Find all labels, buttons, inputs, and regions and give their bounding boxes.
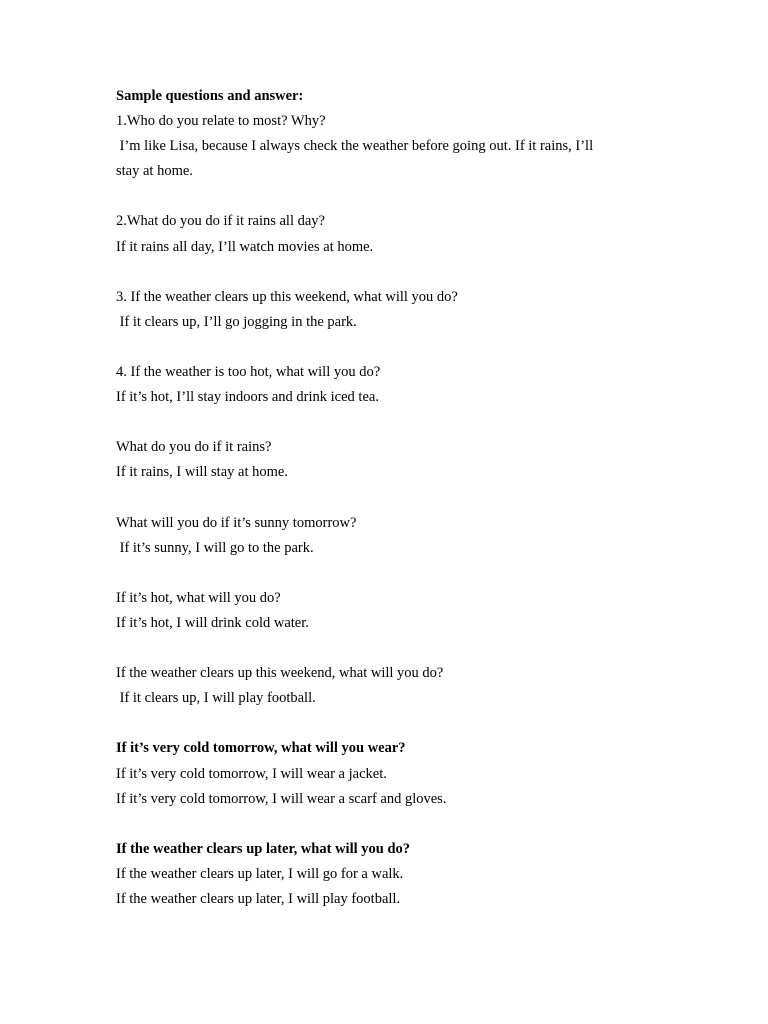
question-7: If it’s hot, what will you do? bbox=[116, 589, 281, 606]
answer-8: If it clears up, I will play football. bbox=[116, 690, 316, 707]
answer-2: If it rains all day, I’ll watch movies at home. bbox=[116, 238, 374, 255]
answer-9-line-1: If it’s very cold tomorrow, I will wear a jacket. bbox=[116, 765, 387, 782]
answer-7: If it’s hot, I will drink cold water. bbox=[116, 614, 309, 631]
answer-1-line-2: stay at home. bbox=[116, 163, 193, 180]
question-2: 2.What do you do if it rains all day? bbox=[116, 213, 325, 230]
answer-10-line-2: If the weather clears up later, I will play football. bbox=[116, 891, 401, 907]
answer-1-line-1: I’m like Lisa, because I always check the weather before going out. If it rains, I’ll bbox=[116, 138, 594, 155]
paragraph-spacer bbox=[116, 812, 676, 837]
paragraph-spacer bbox=[116, 184, 676, 209]
paragraph-spacer bbox=[116, 335, 676, 360]
paragraph-spacer bbox=[116, 410, 676, 435]
question-5: What do you do if it rains? bbox=[116, 439, 272, 456]
question-4: 4. If the weather is too hot, what will you do? bbox=[116, 364, 381, 381]
question-6: What will you do if it’s sunny tomorrow? bbox=[116, 514, 357, 531]
question-1: 1.Who do you relate to most? Why? bbox=[116, 113, 326, 130]
paragraph-spacer bbox=[116, 711, 676, 736]
question-3: 3. If the weather clears up this weekend, what will you do? bbox=[116, 288, 458, 305]
answer-4: If it’s hot, I’ll stay indoors and drink iced tea. bbox=[116, 389, 379, 406]
paragraph-spacer bbox=[116, 561, 676, 586]
paragraph-spacer bbox=[116, 636, 676, 661]
paragraph-spacer bbox=[116, 260, 676, 285]
document-page bbox=[116, 84, 676, 912]
answer-10-line-1: If the weather clears up later, I will go for a walk. bbox=[116, 865, 404, 882]
answer-6: If it’s sunny, I will go to the park. bbox=[116, 539, 314, 556]
paragraph-spacer bbox=[116, 486, 676, 511]
answer-9-line-2: If it’s very cold tomorrow, I will wear a scarf and gloves. bbox=[116, 790, 447, 807]
answer-5: If it rains, I will stay at home. bbox=[116, 464, 288, 481]
question-10: If the weather clears up later, what will you do? bbox=[116, 840, 411, 857]
document-heading: Sample questions and answer: bbox=[116, 88, 304, 104]
question-8: If the weather clears up this weekend, what will you do? bbox=[116, 665, 444, 682]
question-9: If it’s very cold tomorrow, what will you wear? bbox=[116, 740, 406, 757]
answer-3: If it clears up, I’ll go jogging in the park. bbox=[116, 313, 357, 330]
